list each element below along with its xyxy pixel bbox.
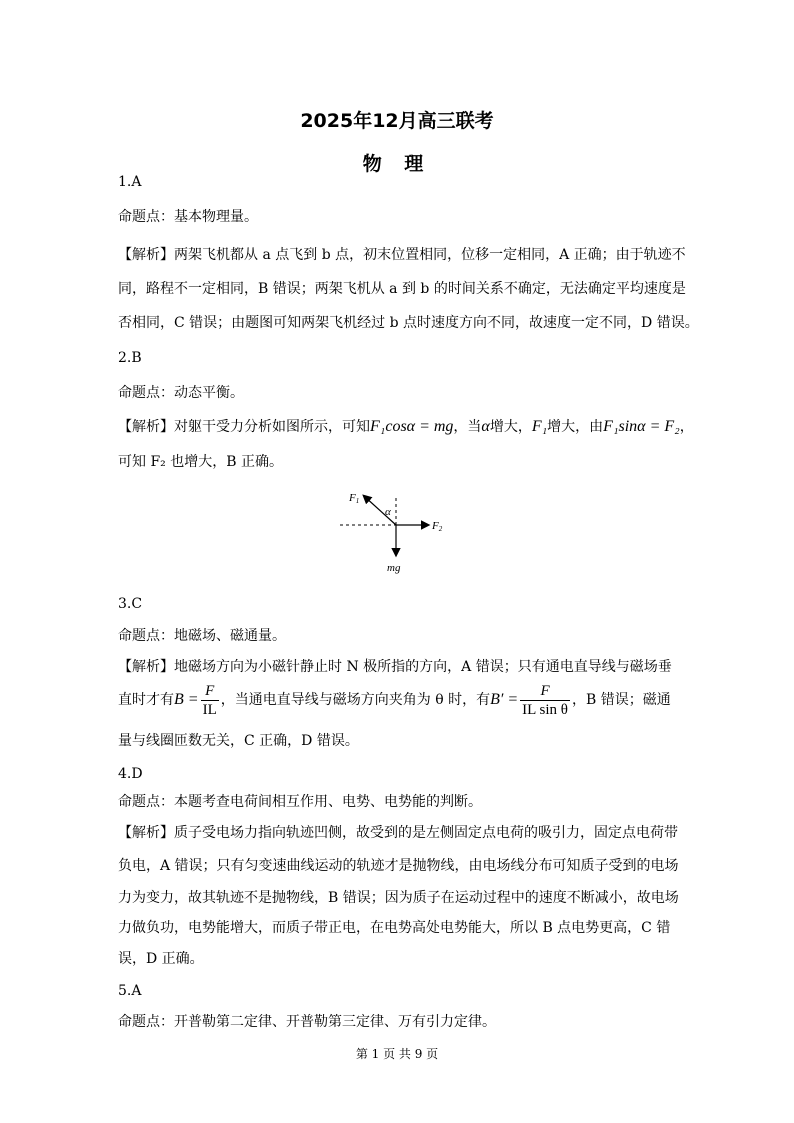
q4-analysis-line5: 误，D 正确。 (118, 951, 204, 967)
q3-fraction-2: $\frac{F}{\text{IL sin θ}}$ (522, 682, 568, 718)
q2-analysis-line2: 可知 F₂ 也增大，B 正确。 (118, 454, 283, 470)
force-diagram (340, 485, 460, 575)
q2-text-e: ， (679, 419, 694, 435)
q2-equation-1: F₁cosα = mg (370, 418, 454, 435)
subject-title: 物 理 (362, 153, 432, 175)
q3-answer: 3.C (118, 596, 143, 612)
q2-analysis-line1 (118, 417, 694, 437)
q3-text-a: 直时才有 (118, 692, 174, 708)
q3-eq-b2: B′ = (490, 691, 519, 708)
f1-label: F1 (349, 492, 360, 505)
q2-answer: 2.B (118, 350, 142, 366)
q4-analysis-line2: 负电，A 错误；只有匀变速曲线运动的轨迹才是抛物线，由电场线分布可知质子受到的电场 (118, 858, 679, 874)
q5-topic: 命题点：开普勒第二定律、开普勒第三定律、万有引力定律。 (118, 1014, 496, 1030)
q2-topic: 命题点：动态平衡。 (118, 385, 244, 401)
q2-equation-2: F₁sinα = F₂ (603, 418, 680, 435)
f2-label: F2 (432, 520, 443, 533)
q3-text-b: ，当通电直导线与磁场方向夹角为 θ 时，有 (220, 692, 491, 708)
q3-topic: 命题点：地磁场、磁通量。 (118, 628, 286, 644)
exam-title: 2025年12月高三联考 (300, 110, 494, 132)
q3-eq-b: B = (174, 691, 199, 708)
q4-answer: 4.D (118, 766, 143, 782)
q2-text-b: ，当 (453, 419, 482, 435)
q3-text-c: ，B 错误；磁通 (571, 692, 671, 708)
q5-answer: 5.A (118, 983, 142, 999)
q3-analysis-line3: 量与线圈匝数无关，C 正确，D 错误。 (118, 733, 359, 749)
q4-analysis-line4: 力做负功，电势能增大，而质子带正电，在电势高处电势能大，所以 B 点电势更高，C 错 (118, 920, 671, 936)
f1-arrow (364, 496, 396, 525)
q1-analysis-line1: 【解析】两架飞机都从 a 点飞到 b 点，初末位置相同，位移一定相同，A 正确；由于轨迹不 (118, 247, 686, 263)
alpha-label: α (385, 506, 391, 518)
q4-analysis-line3: 力为变力，故其轨迹不是抛物线，B 错误；因为质子在运动过程中的速度不断减小，故电场 (118, 890, 679, 906)
q1-analysis-line2: 同，路程不一定相同，B 错误；两架飞机从 a 到 b 的时间关系不确定，无法确定平均速度是 (118, 281, 686, 297)
q2-text-d: 增大，由 (547, 419, 604, 435)
page-footer: 第 1 页 共 9 页 (355, 1047, 439, 1061)
q3-analysis-line2 (118, 680, 688, 720)
q1-topic: 命题点：基本物理量。 (118, 209, 258, 225)
q4-analysis-line1: 【解析】质子受电场力指向轨迹凹侧，故受到的是左侧固定点电荷的吸引力，固定点电荷带 (118, 825, 678, 841)
q1-answer: 1.A (118, 174, 142, 190)
q2-text-c: 增大， (489, 419, 532, 435)
q1-analysis-line3: 否相同，C 错误；由题图可知两架飞机经过 b 点时速度方向不同，故速度一定不同，D 错误。 (118, 315, 699, 331)
q2-alpha: α (481, 418, 490, 435)
q3-fraction-1: $\frac{F}{IL}$ (202, 682, 217, 718)
q3-analysis-line1: 【解析】地磁场方向为小磁针静止时 N 极所指的方向，A 错误；只有通电直导线与磁场垂 (118, 659, 672, 675)
q2-f1: F₁ (531, 418, 548, 435)
mg-label: mg (387, 562, 401, 574)
q4-topic: 命题点：本题考查电荷间相互作用、电势、电势能的判断。 (118, 794, 482, 810)
q2-text-a: 【解析】对躯干受力分析如图所示，可知 (118, 419, 370, 435)
